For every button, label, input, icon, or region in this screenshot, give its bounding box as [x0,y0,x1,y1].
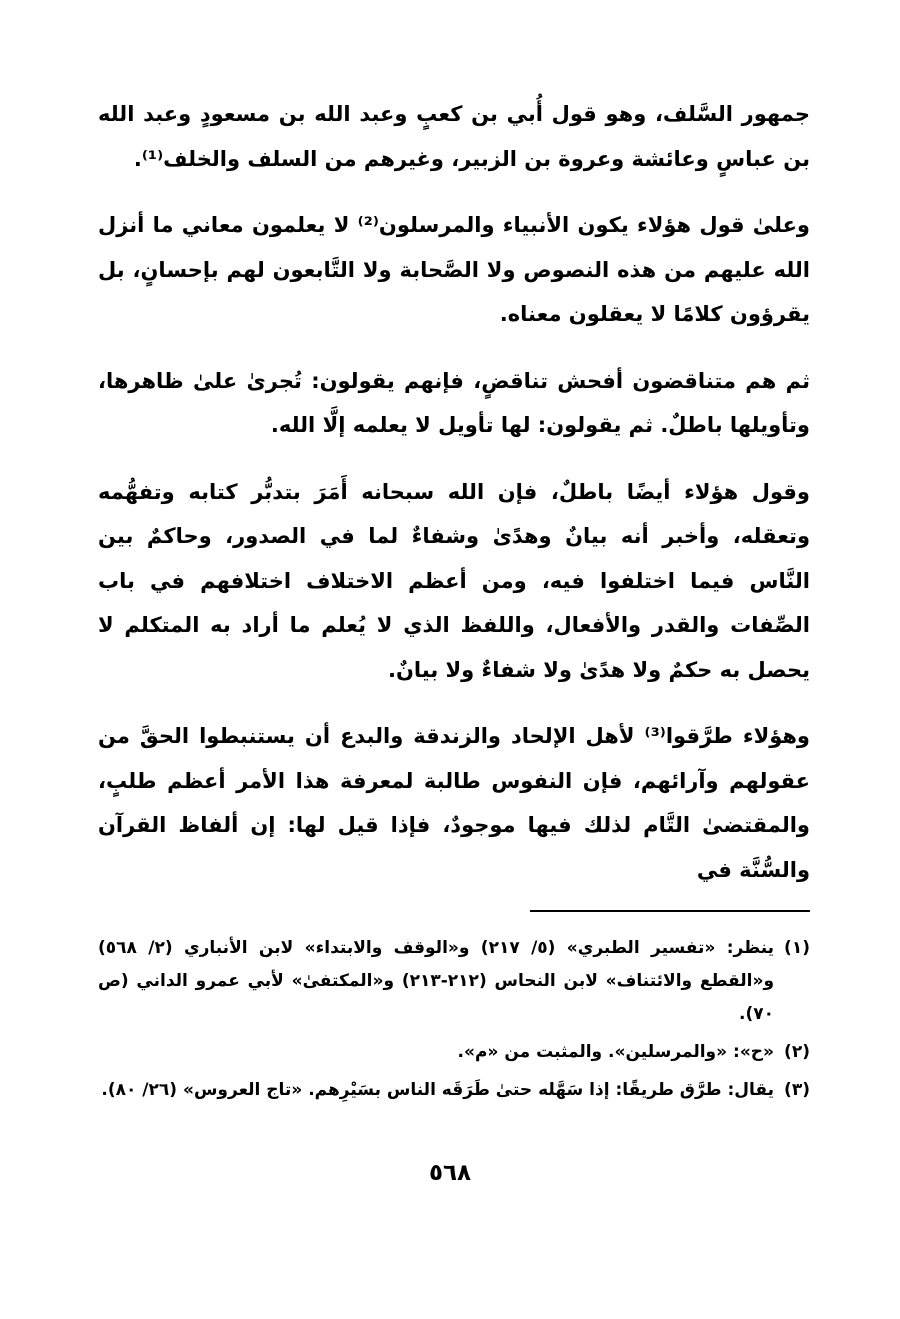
footnote-text: «ح»: «والمرسلين». والمثبت من «م». [457,1042,775,1062]
footnote-1 [98,932,810,1031]
page-number: ٥٦٨ [428,1160,472,1186]
footnote-divider [530,910,810,912]
footnote-3 [98,1074,810,1107]
footnote-text: يقال: طرَّق طريقًا: إذا سَهَّله حتىٰ طَرَقَه الناس بسَيْرِهم. «تاج العروس» (٢٦/ ٨٠). [101,1080,775,1100]
footnotes [98,932,810,1112]
body-paragraph-1: جمهور السَّلف، وهو قول أُبي بن كعبٍ وعبد الله بن مسعودٍ وعبد الله بن عباسٍ وعائشة وعروة بن الزبير، وغيرهم من السلف والخلف⁽¹⁾. [98,102,810,171]
footnote-number: (١) [784,938,810,958]
footnote-number: (٢) [784,1042,810,1062]
body-paragraph-3: ثم هم متناقضون أفحش تناقضٍ، فإنهم يقولون: تُجرىٰ علىٰ ظاهرها، وتأويلها باطلٌ. ثم يقولون: لها تأويل لا يعلمه إلَّا الله. [98,368,810,437]
footnote-2 [98,1036,810,1069]
footnote-text: ينظر: «تفسير الطبري» (٥/ ٢١٧) و«الوقف والابتداء» لابن الأنباري (٢/ ٥٦٨) و«القطع والائتناف» لابن النحاس (٢١٢-٢١٣) و«المكتفىٰ» لأبي عمرو الداني (ص ٧٠). [98,938,775,1024]
main-text [98,92,810,914]
body-paragraph-4: وقول هؤلاء أيضًا باطلٌ، فإن الله سبحانه أَمَرَ بتدبُّر كتابه وتفهُّمه وتعقله، وأخبر أنه بيانٌ وهدًىٰ وشفاءٌ لما في الصدور، وحاكمٌ بين النَّاس فيما اختلفوا فيه، ومن أعظم الاختلاف اختلافهم في باب الصِّفات والقدر والأفعال، واللفظ الذي لا يُعلم ما أراد به المتكلم لا يحصل به حكمٌ ولا هدًىٰ ولا شفاءٌ ولا بيانٌ. [98,479,810,682]
body-paragraph-2: وعلىٰ قول هؤلاء يكون الأنبياء والمرسلون⁽²⁾ لا يعلمون معاني ما أنزل الله عليهم من هذه النصوص ولا الصَّحابة ولا التَّابعون لهم بإحسانٍ، بل يقرؤون كلامًا لا يعقلون معناه. [98,213,810,326]
footnote-number: (٣) [784,1080,810,1100]
body-paragraph-5: وهؤلاء طرَّقوا⁽³⁾ لأهل الإلحاد والزندقة والبدع أن يستنبطوا الحقَّ من عقولهم وآرائهم، فإن النفوس طالبة لمعرفة هذا الأمر أعظم طلبٍ، والمقتضىٰ التَّام لذلك فيها موجودٌ، فإذا قيل لها: إن ألفاظ القرآن والسُّنَّة في [98,724,810,882]
